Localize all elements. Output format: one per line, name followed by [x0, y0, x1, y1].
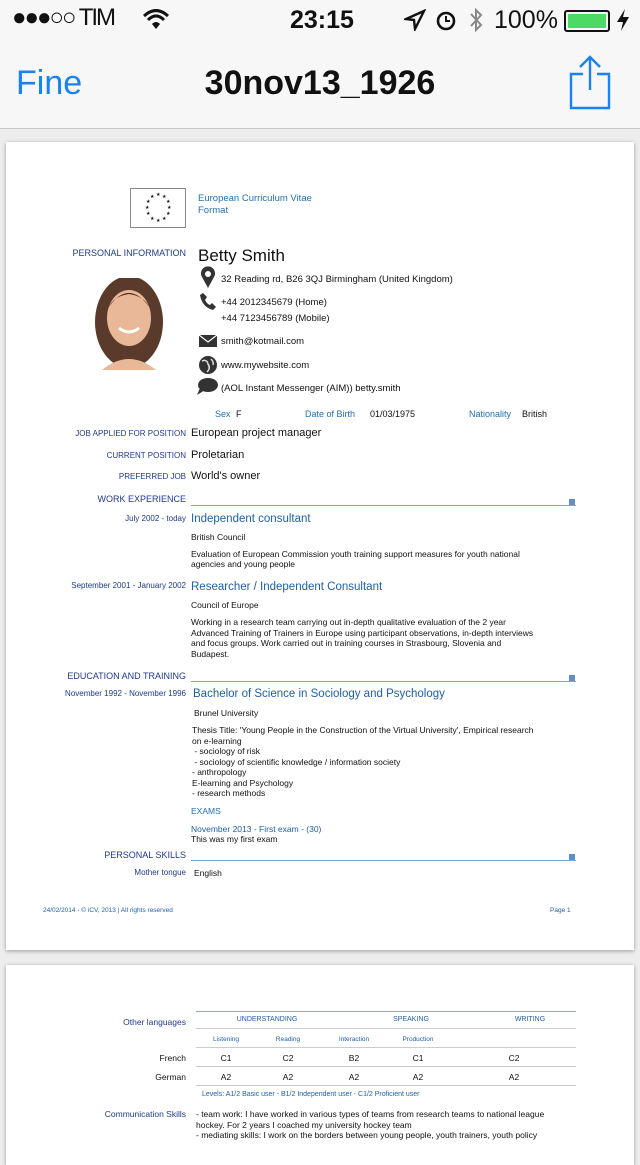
listening-header: Listening [212, 1036, 240, 1043]
language-cell: A2 [412, 1072, 424, 1082]
section-divider [191, 681, 576, 682]
footer-page-number: Page 1 [550, 907, 571, 914]
levels-legend: Levels: A1/2 Basic user - B1/2 Independent user - C1/2 Proficient user [202, 1091, 420, 1098]
sex-value: F [236, 409, 242, 419]
work2-description: Working in a research team carrying out in-depth qualitative evaluation of the 2 year Advanced Training of Trainers in Europe using participant observations, in-depth interviews and focus groups. Work carried out in training courses in Strasbourg, Slovenia and Budapest. [191, 617, 534, 659]
personal-skills-label: PERSONAL SKILLS [104, 850, 186, 860]
job-applied-value: European project manager [191, 427, 322, 439]
globe-icon [199, 356, 217, 374]
work1-org: British Council [191, 532, 246, 542]
mother-tongue-label: Mother tongue [134, 868, 186, 877]
preferred-job-value: World's owner [191, 470, 261, 482]
exams-label: EXAMS [191, 806, 221, 816]
section-divider [191, 860, 576, 861]
education-description: Thesis Title: 'Young People in the Construction of the Virtual University', Empirical research on e-learning - sociology of risk - sociology of scientific knowledge / information society - anthropology E-learning and Psychology - research methods [192, 725, 534, 798]
communication-skills-text: - team work: I have worked in various types of teams from research teams to national league hockey. For 2 years I coached my university hockey team - mediating skills: I work on the borders between young people, youth trainers, youth policy [196, 1109, 545, 1140]
understanding-header: UNDERSTANDING [236, 1016, 298, 1023]
phone-mobile: +44 7123456789 (Mobile) [221, 313, 330, 324]
work2-dates: September 2001 - January 2002 [71, 581, 186, 590]
im-text: (AOL Instant Messenger (AIM)) betty.smith [221, 383, 401, 394]
speaking-header: SPEAKING [393, 1016, 429, 1023]
nationality-value: British [522, 409, 548, 419]
work2-org: Council of Europe [191, 600, 259, 610]
table-divider [196, 1028, 576, 1029]
svg-text:★: ★ [150, 194, 155, 200]
cv-name: Betty Smith [198, 246, 285, 265]
svg-text:★: ★ [167, 205, 172, 211]
section-divider [191, 505, 576, 506]
work1-dates: July 2002 - today [125, 514, 186, 523]
svg-text:★: ★ [145, 205, 150, 211]
cv-page-2[interactable] [6, 965, 634, 1165]
navigation-bar [0, 40, 640, 129]
svg-text:★: ★ [150, 216, 155, 222]
email-icon [199, 335, 217, 347]
eu-format-title: European Curriculum Vitae Format [198, 193, 312, 216]
current-position-label: CURRENT POSITION [106, 451, 186, 460]
language-row-name: German [155, 1072, 186, 1082]
eu-flag-logo [130, 188, 186, 228]
svg-text:★: ★ [156, 192, 161, 198]
job-applied-label: JOB APPLIED FOR POSITION [75, 429, 186, 438]
svg-text:★: ★ [156, 218, 161, 224]
email-text: smith@kotmail.com [221, 336, 305, 347]
status-bar [0, 0, 640, 40]
location-pin-icon [200, 266, 216, 288]
nationality-label: Nationality [469, 409, 512, 419]
status-time: 23:15 [290, 6, 354, 34]
current-position-value: Proletarian [191, 449, 245, 461]
document-title: 30nov13_1926 [204, 64, 436, 102]
preferred-job-label: PREFERRED JOB [118, 472, 186, 481]
exam-title: November 2013 - First exam - (30) [191, 824, 322, 834]
language-cell: C2 [282, 1053, 294, 1063]
bluetooth-icon [468, 6, 484, 34]
work1-description: Evaluation of European Commission youth training support measures for youth national agencies and young people [191, 549, 520, 569]
dob-value: 01/03/1975 [370, 409, 416, 419]
battery-percent: 100% [494, 6, 558, 34]
table-divider [196, 1066, 576, 1067]
education-dates: November 1992 - November 1996 [65, 689, 186, 698]
svg-text:★: ★ [166, 211, 171, 217]
reading-header: Reading [275, 1036, 301, 1043]
language-row-name: French [159, 1053, 186, 1063]
svg-text:★: ★ [162, 216, 167, 222]
section-marker [569, 499, 575, 505]
work-experience-label: WORK EXPERIENCE [97, 494, 186, 504]
website-text: www.mywebsite.com [221, 360, 310, 371]
table-divider [196, 1047, 576, 1048]
language-cell: B2 [348, 1053, 360, 1063]
work2-title: Researcher / Independent Consultant [191, 581, 383, 593]
exam-description: This was my first exam [191, 834, 278, 844]
carrier-signal: ●●●○○ TIM [12, 4, 115, 31]
communication-skills-label: Communication Skills [104, 1109, 186, 1119]
language-cell: A2 [282, 1072, 294, 1082]
sex-label: Sex [215, 409, 231, 419]
wifi-icon [142, 9, 170, 31]
interaction-header: Interaction [338, 1036, 370, 1043]
charging-icon [616, 9, 630, 31]
cv-page-1[interactable] [6, 142, 634, 950]
production-header: Production [402, 1036, 434, 1043]
svg-text:★: ★ [166, 199, 171, 205]
mother-tongue-value: English [194, 868, 222, 878]
language-cell: A2 [220, 1072, 232, 1082]
svg-text:★: ★ [162, 194, 167, 200]
table-divider [196, 1085, 576, 1086]
location-icon [404, 9, 426, 31]
phone-icon [200, 292, 216, 310]
section-marker [569, 854, 575, 860]
chat-bubble-icon [196, 378, 218, 396]
footer-copyright: 24/02/2014 - © iCV, 2013 | All rights reserved [43, 907, 173, 914]
language-cell: C1 [412, 1053, 424, 1063]
education-label: EDUCATION AND TRAINING [67, 671, 186, 681]
section-marker [569, 675, 575, 681]
language-cell: A2 [508, 1072, 520, 1082]
language-cell: C2 [508, 1053, 520, 1063]
svg-text:★: ★ [146, 211, 151, 217]
done-button[interactable]: Fine [16, 64, 83, 102]
svg-text:★: ★ [146, 199, 151, 205]
language-cell: C1 [220, 1053, 232, 1063]
language-cell: A2 [348, 1072, 360, 1082]
profile-photo [94, 278, 164, 370]
work1-title: Independent consultant [191, 513, 311, 525]
education-title: Bachelor of Science in Sociology and Psychology [193, 688, 445, 700]
dob-label: Date of Birth [305, 409, 356, 419]
address-text: 32 Reading rd, B26 3QJ Birmingham (United Kingdom) [221, 274, 453, 285]
phone-home: +44 2012345679 (Home) [221, 297, 327, 308]
battery-icon [564, 10, 610, 32]
share-icon[interactable] [566, 54, 614, 110]
other-languages-label: Other languages [123, 1017, 186, 1027]
personal-info-label: PERSONAL INFORMATION [72, 248, 186, 258]
education-org: Brunel University [194, 708, 259, 718]
alarm-icon [434, 8, 458, 32]
writing-header: WRITING [514, 1016, 546, 1023]
table-top-border [196, 1011, 576, 1012]
